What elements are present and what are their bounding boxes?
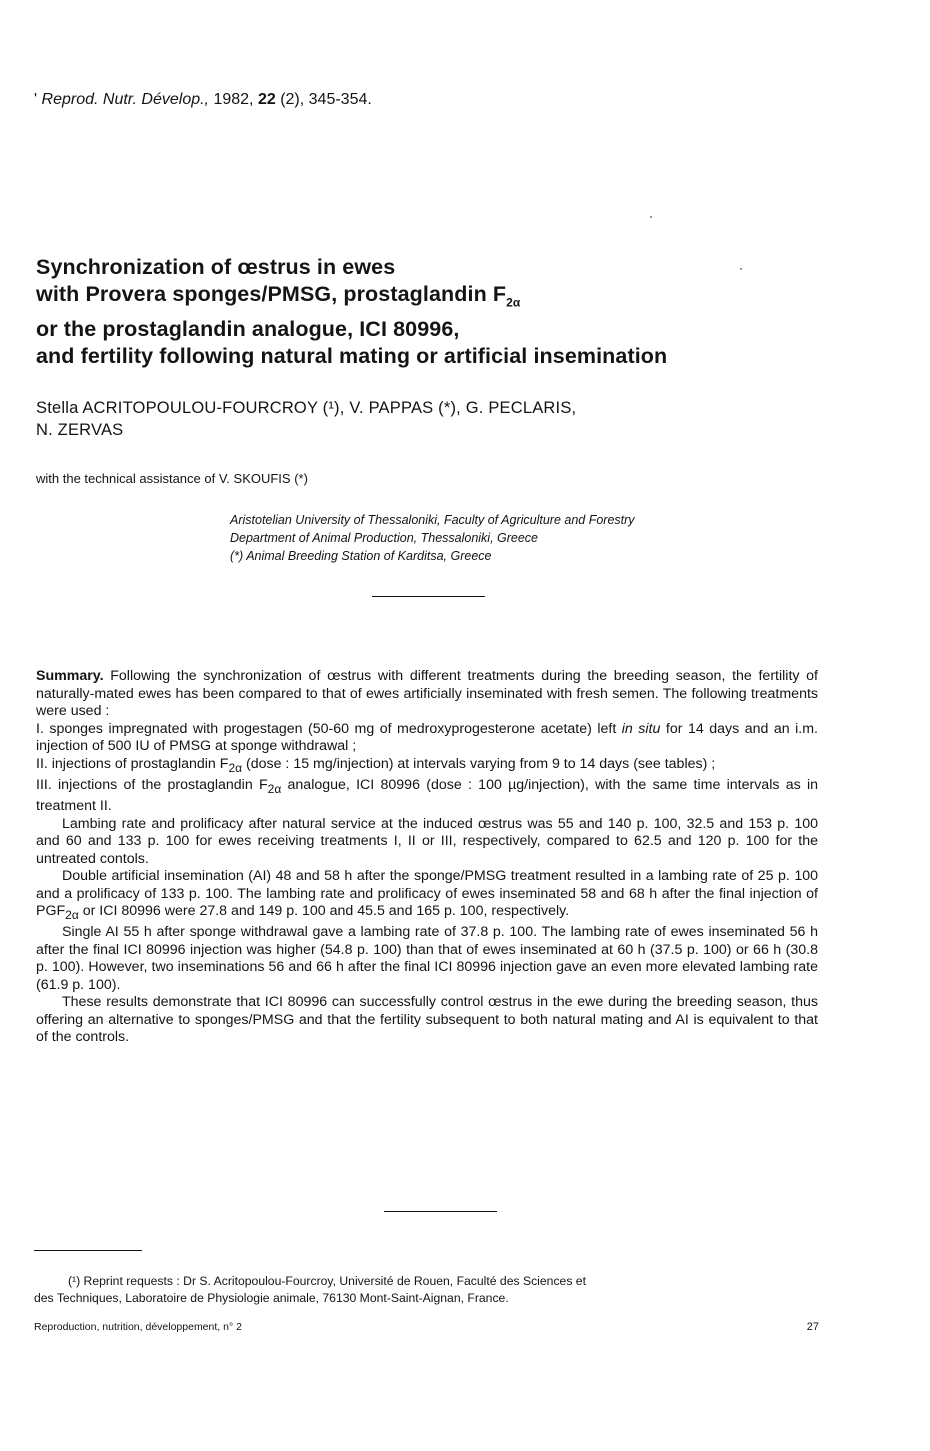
journal-year: 1982, [213, 91, 254, 108]
title-subscript: 2α [506, 295, 521, 310]
treatment-3-subscript: 2α [267, 781, 282, 796]
treatment-2-text-b: (dose : 15 mg/injection) at intervals varying from 9 to 14 days (see tables) ; [242, 755, 716, 772]
treatment-3-text-a: III. injections of the prostaglandin F [36, 776, 268, 793]
treatment-2-subscript: 2α [228, 760, 243, 775]
divider-middle [384, 1211, 497, 1212]
journal-name: Reprod. Nutr. Dévelop., [41, 91, 209, 108]
article-title [36, 254, 896, 370]
title-line-3: or the prostaglandin analogue, ICI 80996, [36, 317, 460, 342]
treatment-1-text-a: I. sponges impregnated with progestagen (50-60 mg of medroxyprogesterone acetate) left [36, 720, 622, 737]
technical-assistance: with the technical assistance of V. SKOUFIS (*) [36, 471, 308, 486]
treatment-3-text-b: analogue, ICI 80996 (dose : 100 µg/injection), with the same time intervals as in treatment II. [36, 776, 818, 815]
journal-volume: 22 [257, 91, 276, 108]
scan-speck [740, 268, 742, 270]
paragraph-lambing: Lambing rate and prolificacy after natural service at the induced œstrus was 55 and 140 p. 100, 32.5 and 153 p. 100 and 60 and 133 p. 100 for ewes receiving treatments I, II or III, respectively, compared to 62.5 and 120 p. 100 for the untreated contols. [36, 815, 818, 867]
journal-citation [34, 91, 372, 109]
footnote-line-2: des Techniques, Laboratoire de Physiologie animale, 76130 Mont-Saint-Aignan, France. [34, 1291, 509, 1305]
footer-journal: Reproduction, nutrition, développement, n° 2 [34, 1321, 242, 1333]
authors-line-2: N. ZERVAS [36, 421, 124, 439]
treatment-3 [36, 777, 818, 816]
summary-intro-text: Following the synchronization of œstrus with different treatments during the breeding season, the fertility of naturally-mated ewes has been compared to that of ewes artificially inseminated with fresh semen. The following treatments were used : [36, 668, 818, 719]
treatment-1-italic: in situ [621, 720, 661, 737]
title-line-4: and fertility following natural mating or artificial insemination [36, 344, 668, 369]
divider-top [372, 596, 485, 597]
summary-intro [36, 668, 818, 721]
treatment-2-text-a: II. injections of prostaglandin F [36, 755, 229, 772]
citation-mark: ' [34, 91, 38, 108]
summary-label: Summary. [36, 668, 104, 684]
affiliation-line-2: Department of Animal Production, Thessaloniki, Greece [230, 531, 539, 545]
summary-section [36, 668, 818, 1047]
title-line-2 [36, 281, 896, 316]
double-ai-text-a: Double artificial insemination (AI) 48 and 58 h after the sponge/PMSG treatment resulted in a lambing rate of 25 p. 100 and a prolificacy of 133 p. 100. The lambing rate and prolificacy of ewes inseminated 58 and 68 h after the final injection of PGF [36, 868, 818, 920]
scan-speck [650, 216, 652, 218]
footnote-rule [34, 1250, 142, 1251]
title-line-2-text: with Provera sponges/PMSG, prostaglandin F [36, 282, 507, 306]
treatment-1-text-b: for 14 days and an i.m. injection of 500 IU of PMSG at sponge withdrawal ; [36, 720, 819, 754]
footnote-line-1: (¹) Reprint requests : Dr S. Acritopoulou-Fourcroy, Université de Rouen, Faculté des Sciences et [68, 1274, 586, 1288]
authors-line-1: Stella ACRITOPOULOU-FOURCROY (¹), V. PAPPAS (*), G. PECLARIS, [36, 399, 577, 417]
affiliation-line-3: (*) Animal Breeding Station of Karditsa, Greece [230, 549, 492, 563]
paragraph-conclusion: These results demonstrate that ICI 80996 can successfully control œstrus in the ewe during the breeding season, thus offering an alternative to sponges/PMSG and that the fertility subsequent to both natural mating and AI is equivalent to that of the controls. [36, 994, 818, 1046]
affiliations [230, 511, 635, 565]
author-list [36, 397, 836, 441]
double-ai-text-b: or ICI 80996 were 27.8 and 149 p. 100 and 45.5 and 165 p. 100, respectively. [78, 903, 570, 920]
journal-issue-pages: (2), 345-354. [280, 91, 372, 108]
paragraph-single-ai: Single AI 55 h after sponge withdrawal gave a lambing rate of 37.8 p. 100. The lambing rate of ewes inseminated 56 h after the final ICI 80996 injection was higher (54.8 p. 100) than that of ewes inseminated at 60 h (37.5 p. 100) or 66 h (30.8 p. 100). However, two inseminations 56 and 66 h after the final ICI 80996 injection gave an even more elevated lambing rate (61.9 p. 100). [36, 924, 818, 993]
treatment-2 [36, 756, 818, 777]
treatment-1 [36, 721, 818, 756]
paragraph-double-ai [36, 868, 818, 924]
affiliation-line-1: Aristotelian University of Thessaloniki, Faculty of Agriculture and Forestry [230, 513, 635, 527]
footnote [34, 1273, 818, 1307]
page-number: 27 [806, 1321, 819, 1333]
title-line-1: Synchronization of œstrus in ewes [36, 255, 396, 279]
double-ai-subscript: 2α [65, 907, 79, 922]
